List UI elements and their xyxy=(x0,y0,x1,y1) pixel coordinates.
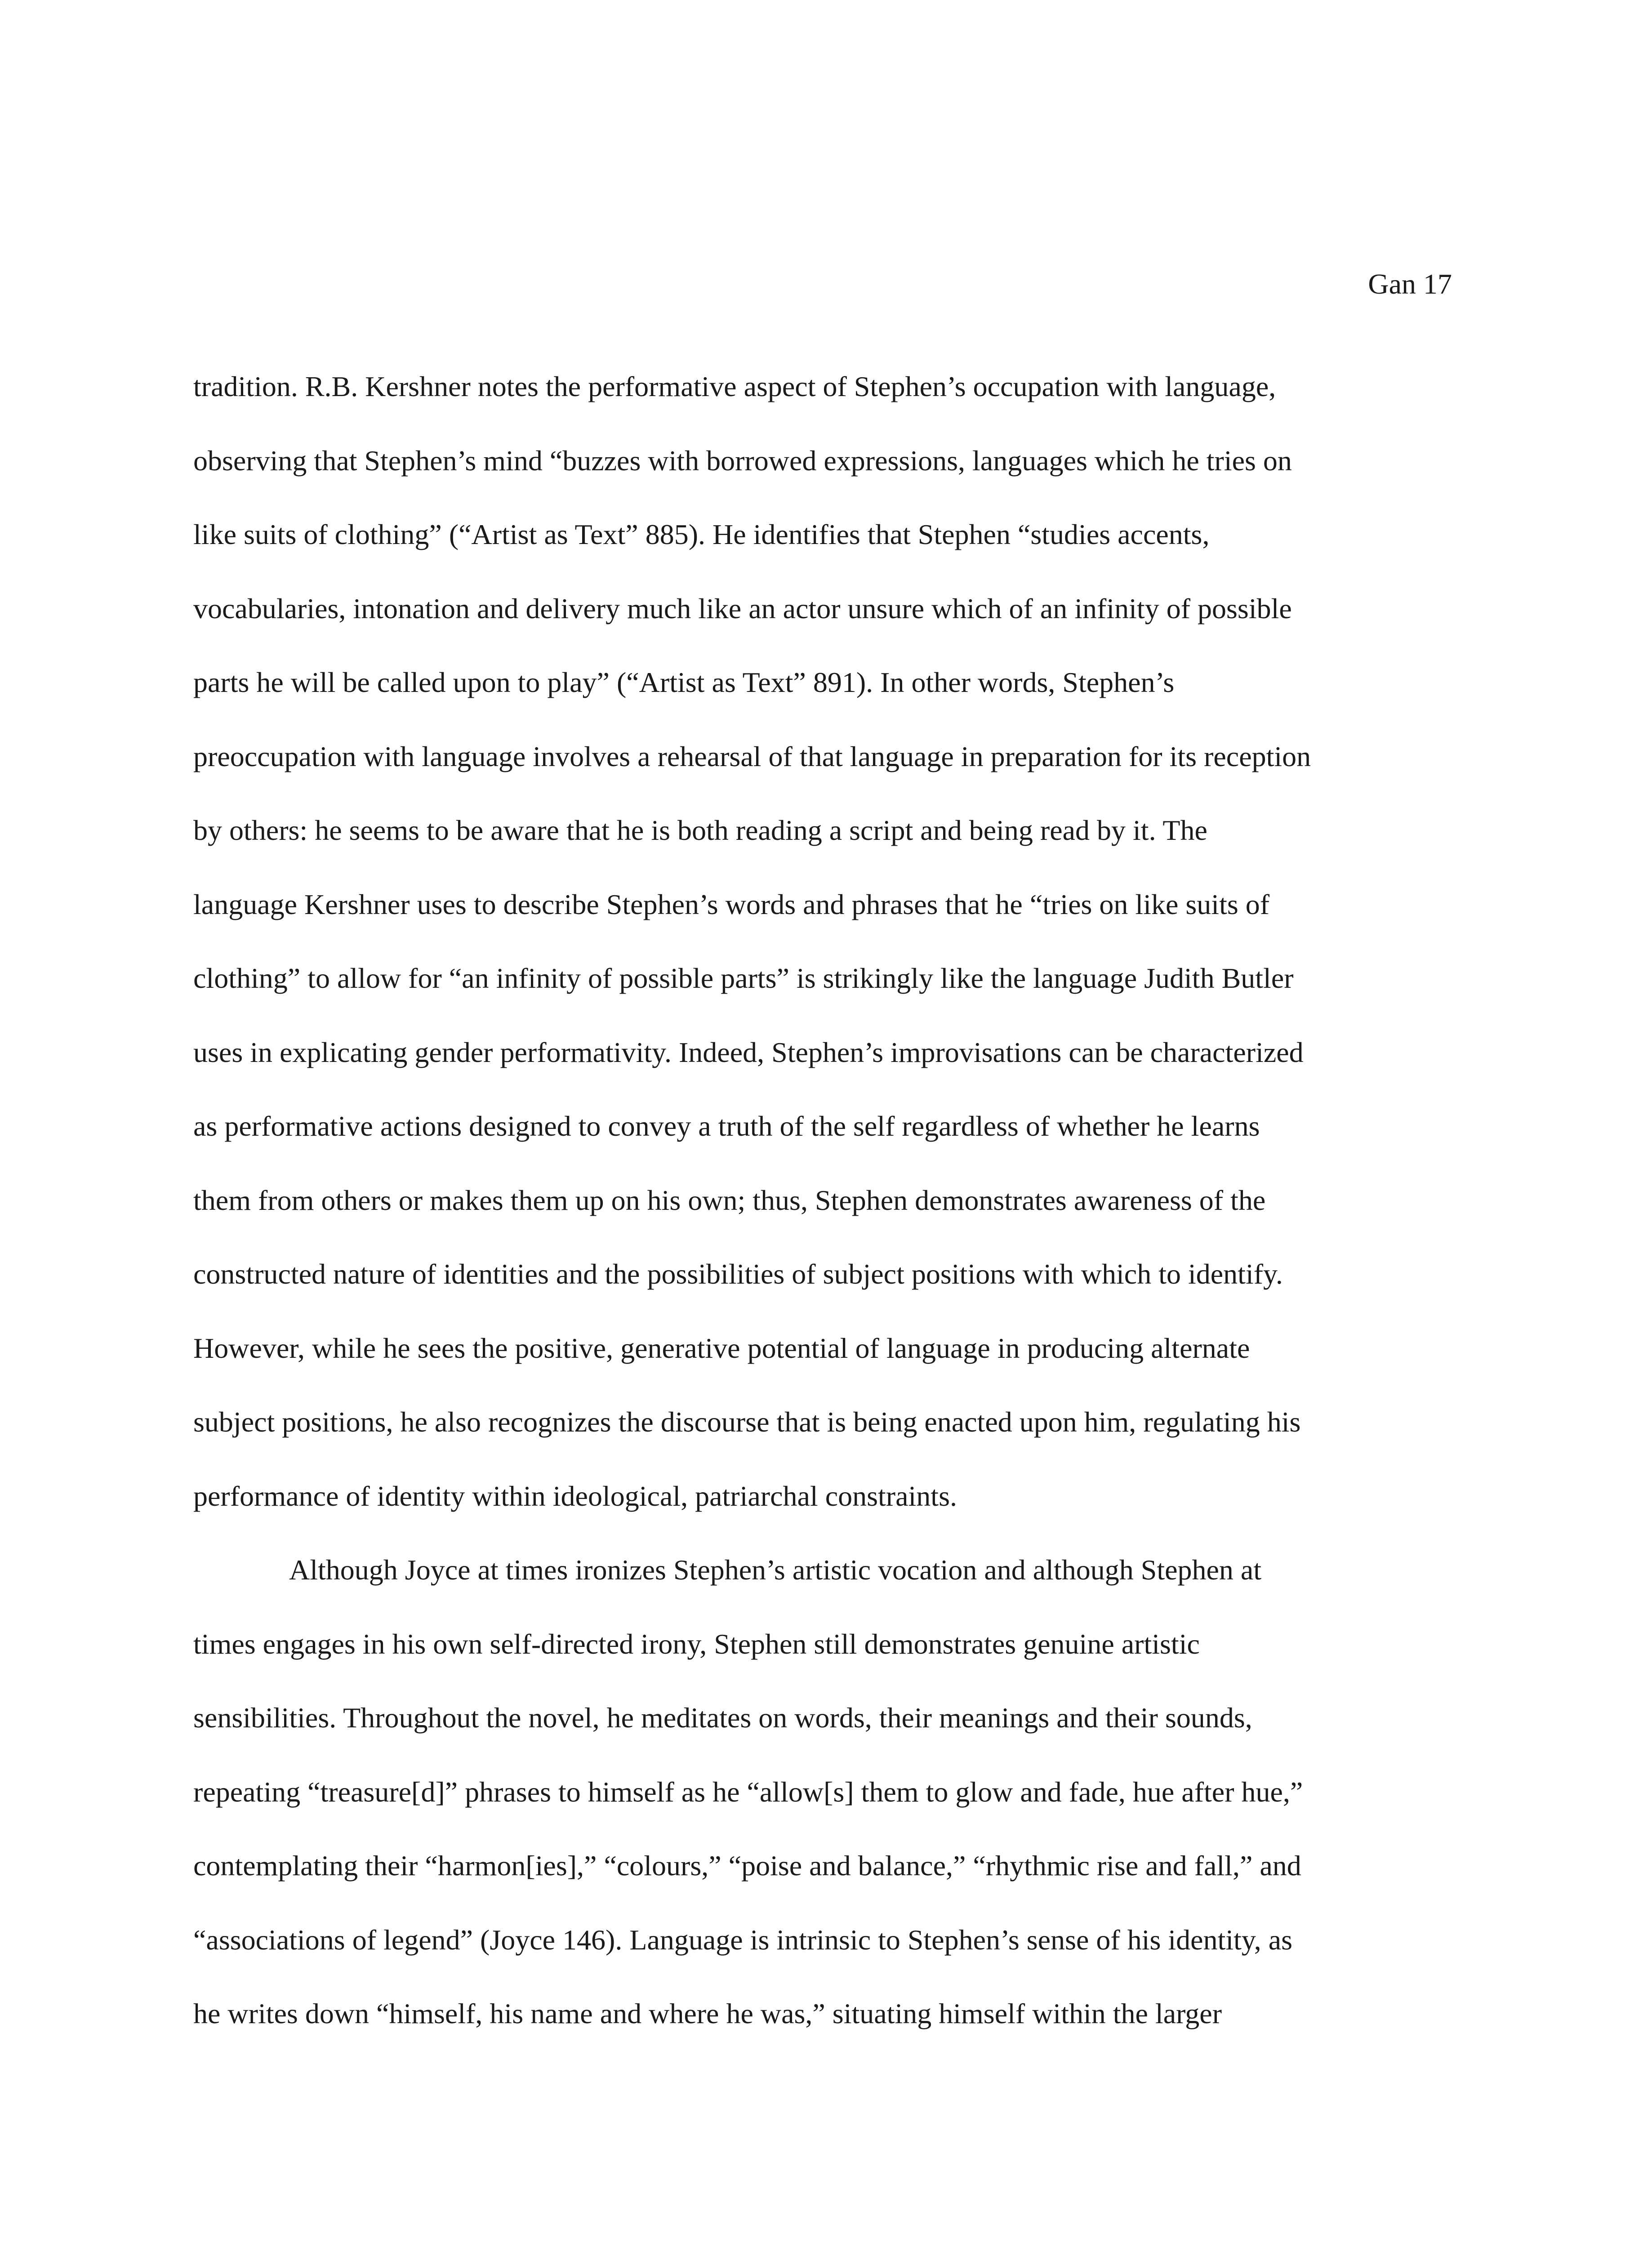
text-line: performance of identity within ideological, patriarchal constraints. xyxy=(193,1480,957,1512)
text-line: repeating “treasure[d]” phrases to himself as he “allow[s] them to glow and fade, hue after hue,” xyxy=(193,1775,1303,1808)
text-line: tradition. R.B. Kershner notes the performative aspect of Stephen’s occupation with language, xyxy=(193,370,1276,402)
text-line: “associations of legend” (Joyce 146). Language is intrinsic to Stephen’s sense of his identity, as xyxy=(193,1923,1293,1956)
text-line: like suits of clothing” (“Artist as Text” 885). He identifies that Stephen “studies accents, xyxy=(193,518,1210,550)
paragraph-first-line: Although Joyce at times ironizes Stephen’s artistic vocation and although Stephen at xyxy=(289,1554,1262,1586)
text-line: sensibilities. Throughout the novel, he meditates on words, their meanings and their sounds, xyxy=(193,1702,1252,1734)
text-line: preoccupation with language involves a rehearsal of that language in preparation for its reception xyxy=(193,740,1311,772)
text-line: contemplating their “harmon[ies],” “colours,” “poise and balance,” “rhythmic rise and fall,” and xyxy=(193,1850,1301,1882)
text-line: language Kershner uses to describe Stephen’s words and phrases that he “tries on like suits of xyxy=(193,888,1270,920)
text-line: he writes down “himself, his name and where he was,” situating himself within the larger xyxy=(193,1998,1222,2029)
text-line: clothing” to allow for “an infinity of possible parts” is strikingly like the language Judith Butler xyxy=(193,962,1294,994)
text-line: times engages in his own self-directed irony, Stephen still demonstrates genuine artistic xyxy=(193,1628,1200,1660)
text-line: them from others or makes them up on his own; thus, Stephen demonstrates awareness of the xyxy=(193,1184,1266,1216)
text-line: as performative actions designed to convey a truth of the self regardless of whether he learns xyxy=(193,1110,1260,1142)
text-line: observing that Stephen’s mind “buzzes with borrowed expressions, languages which he tries on xyxy=(193,444,1292,477)
text-line: uses in explicating gender performativity. Indeed, Stephen’s improvisations can be characterized xyxy=(193,1036,1304,1068)
text-line: subject positions, he also recognizes the discourse that is being enacted upon him, regulating his xyxy=(193,1406,1301,1438)
text-line: constructed nature of identities and the possibilities of subject positions with which to identify. xyxy=(193,1258,1283,1290)
text-line: However, while he sees the positive, generative potential of language in producing alternate xyxy=(193,1332,1250,1364)
text-line: parts he will be called upon to play” (“Artist as Text” 891). In other words, Stephen’s xyxy=(193,666,1175,698)
body-text xyxy=(193,364,1452,2065)
running-head: Gan 17 xyxy=(1368,268,1452,300)
text-line: vocabularies, intonation and delivery much like an actor unsure which of an infinity of possible xyxy=(193,592,1292,624)
text-line: by others: he seems to be aware that he is both reading a script and being read by it. The xyxy=(193,814,1207,846)
